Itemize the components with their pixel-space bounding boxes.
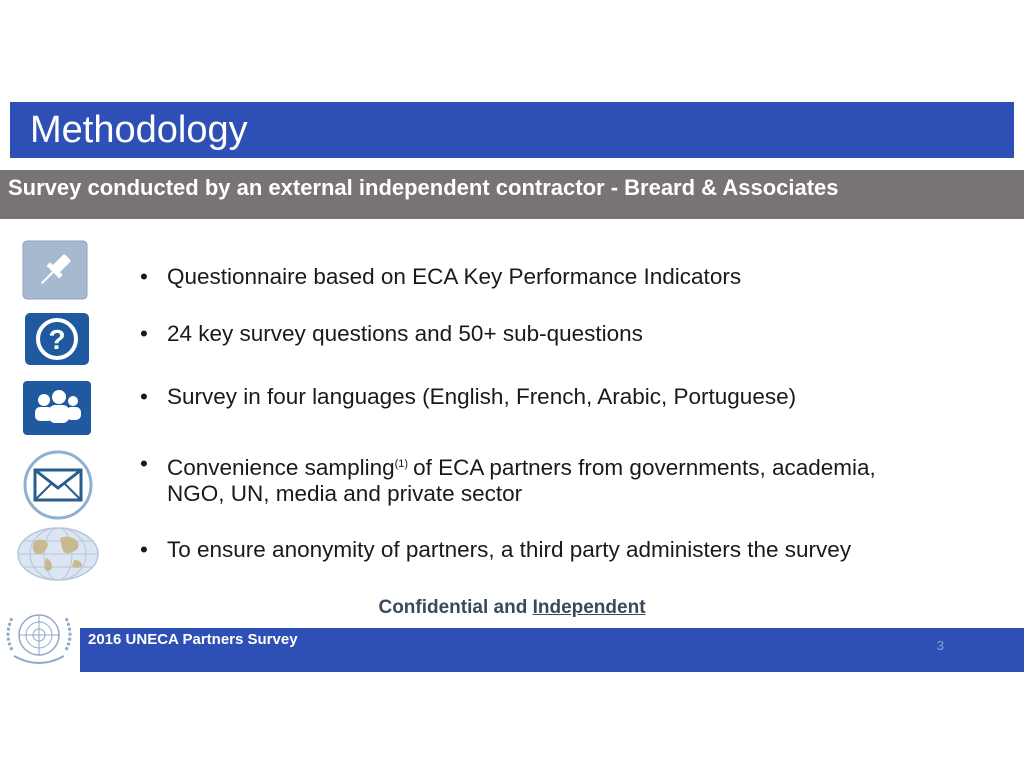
un-emblem-logo	[0, 600, 78, 670]
svg-text:?: ?	[48, 324, 66, 355]
title-bar	[10, 102, 1014, 158]
subtitle-bar	[0, 170, 1024, 219]
people-icon	[22, 380, 92, 436]
bullet-text-line2: NGO, UN, media and private sector	[167, 481, 523, 506]
bullet-item	[140, 449, 1000, 509]
slide-subtitle: Survey conducted by an external independent contractor - Breard & Associates	[8, 175, 839, 200]
bullet-marker: •	[140, 451, 148, 476]
bullet-text: 24 key survey questions and 50+ sub-questions	[167, 321, 643, 346]
globe-icon	[16, 526, 100, 582]
bullet-text	[167, 449, 876, 483]
footnote-marker: (1)	[394, 458, 409, 470]
bullet-text: Questionnaire based on ECA Key Performance Indicators	[167, 264, 742, 289]
pushpin-icon	[22, 240, 88, 300]
slide-title: Methodology	[30, 109, 248, 151]
bullet-marker: •	[140, 321, 148, 346]
bullet-item	[140, 319, 1000, 349]
footer-bar	[80, 628, 1024, 672]
bullet-marker: •	[140, 384, 148, 409]
bullet-marker: •	[140, 537, 148, 562]
bullet-text-part: Convenience sampling	[167, 455, 395, 480]
bullet-text: Survey in four languages (English, French, Arabic, Portuguese)	[167, 384, 797, 409]
bullet-item	[140, 262, 1000, 292]
bullet-item	[140, 382, 1000, 412]
question-icon	[24, 312, 90, 366]
envelope-icon	[20, 450, 96, 520]
bullet-text: To ensure anonymity of partners, a third party administers the survey	[167, 537, 852, 562]
bullet-text-part: of ECA partners from governments, academia,	[413, 455, 876, 480]
tagline-underlined: Independent	[532, 597, 646, 618]
footer-label: 2016 UNECA Partners Survey	[88, 631, 298, 648]
page-number: 3	[936, 638, 944, 653]
bullet-marker: •	[140, 264, 148, 289]
tagline-part: Confidential and	[378, 597, 533, 618]
tagline	[0, 597, 1024, 619]
bullet-item	[140, 535, 1000, 565]
